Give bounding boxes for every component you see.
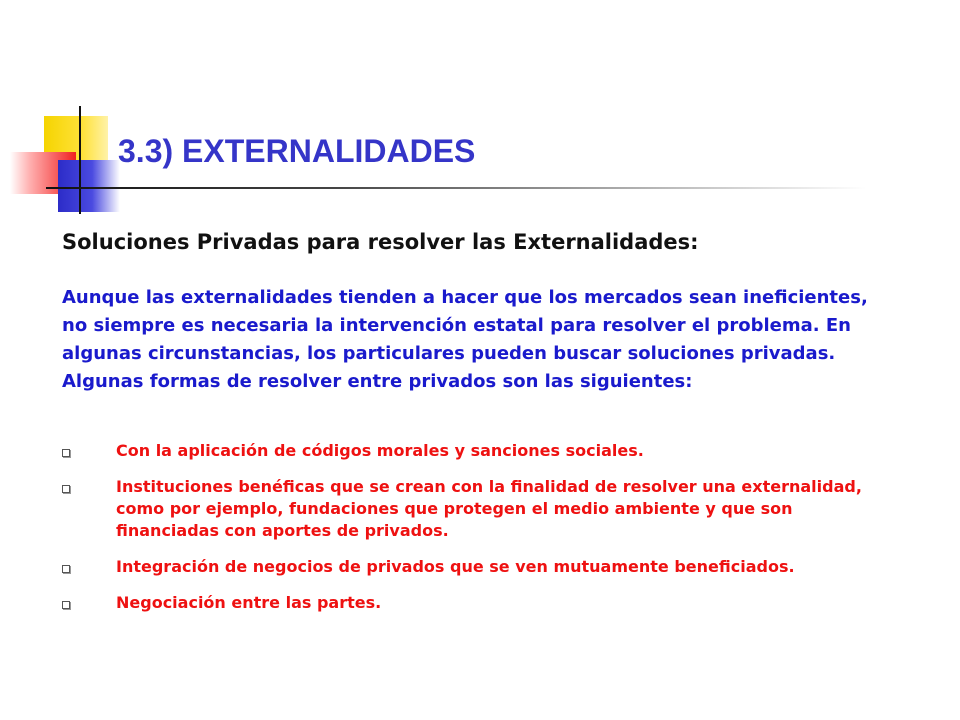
hollow-square-bullet-icon — [62, 601, 70, 609]
list-item-text: Con la aplicación de códigos morales y sanciones sociales. — [116, 441, 644, 460]
hollow-square-bullet-icon — [62, 449, 70, 457]
list-item — [62, 476, 882, 542]
list-item-text: Instituciones benéficas que se crean con la finalidad de resolver una externalidad, como por ejemplo, fundaciones que protegen el medio ambiente y que son financiadas con aportes de privados. — [116, 477, 862, 540]
solutions-list — [62, 440, 882, 628]
hollow-square-bullet-icon — [62, 565, 70, 573]
list-item-text: Integración de negocios de privados que se ven mutuamente beneficiados. — [116, 557, 795, 576]
slide-subtitle: Soluciones Privadas para resolver las Externalidades: — [62, 230, 699, 254]
decor-blue-square — [58, 160, 120, 212]
list-item — [62, 440, 882, 462]
intro-paragraph: Aunque las externalidades tienden a hacer que los mercados sean ineficientes, no siempre es necesaria la intervención estatal para resolver el problema. En algunas circunstancias, los particulares pueden buscar soluciones privadas. Algunas formas de resolver entre privados son las siguientes: — [62, 287, 868, 392]
list-item — [62, 556, 882, 578]
hollow-square-bullet-icon — [62, 485, 70, 493]
decor-vertical-line — [79, 106, 81, 214]
list-item — [62, 592, 882, 614]
list-item-text: Negociación entre las partes. — [116, 593, 382, 612]
slide-title: 3.3) EXTERNALIDADES — [118, 133, 476, 169]
title-underline — [46, 187, 866, 189]
